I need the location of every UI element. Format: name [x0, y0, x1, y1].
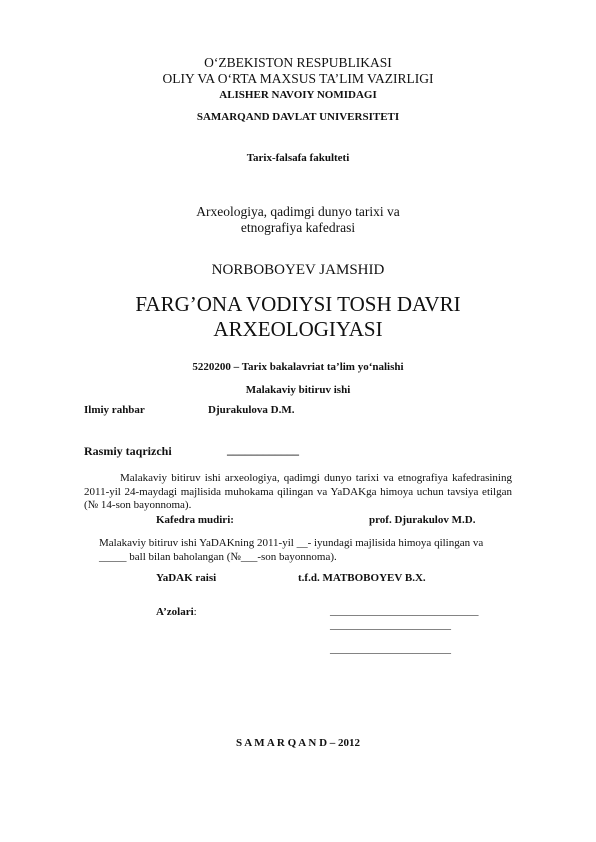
department-line-1: Arxeologiya, qadimgi dunyo tarixi va — [196, 204, 400, 219]
city-year-footer: S A M A R Q A N D – 2012 — [235, 737, 361, 749]
defense-paragraph-line-2: _____ ball bilan baholangan (№___-son bayonnoma). — [99, 551, 337, 563]
member-signature-line-3: ______________________ — [330, 643, 451, 655]
commission-chair-name: t.f.d. MATBOBOYEV B.X. — [298, 572, 426, 584]
reviewer-line: ____________ — [227, 443, 299, 457]
work-type: Malakaviy bitiruv ishi — [245, 384, 351, 396]
named-after-heading: ALISHER NAVOIY NOMIDAGI — [219, 89, 377, 101]
defense-paragraph-line-1: Malakaviy bitiruv ishi YaDAKning 2011-yil __- iyundagi majlisida himoya qilingan va — [99, 537, 484, 549]
supervisor-name: Djurakulova D.M. — [208, 404, 295, 416]
committee-recommendation-paragraph: Malakaviy bitiruv ishi arxeologiya, qadimgi dunyo tarixi va etnografiya kafedrasining 2011-yil 24-maydagi majlisida muhokama qilingan va YaDAKga himoya uchun tavsiya etilgan (№ 14-son bayonnoma). — [84, 472, 512, 511]
members-label: A’zolari — [156, 606, 194, 618]
head-of-department-label: Kafedra mudiri: — [156, 514, 234, 526]
reviewer-label: Rasmiy taqrizchi — [84, 444, 172, 458]
faculty-name: Tarix-falsafa fakulteti — [246, 152, 350, 164]
commission-chair-label: YaDAK raisi — [156, 572, 217, 584]
members-label-wrap — [156, 606, 197, 618]
thesis-title-line-2: ARXEOLOGIYASI — [213, 317, 383, 341]
republic-heading: O‘ZBEKISTON RESPUBLIKASI — [204, 55, 392, 70]
thesis-title-line-1: FARG’ONA VODIYSI TOSH DAVRI — [135, 292, 461, 316]
member-signature-line-1: ___________________________ — [330, 605, 479, 617]
head-of-department-name: prof. Djurakulov M.D. — [369, 514, 476, 526]
supervisor-label: Ilmiy rahbar — [84, 404, 145, 416]
department-line-2: etnografiya kafedrasi — [240, 220, 356, 235]
ministry-heading: OLIY VA O‘RTA MAXSUS TA’LIM VAZIRLIGI — [162, 71, 434, 86]
program-line: 5220200 – Tarix bakalavriat ta’lim yo‘nalishi — [192, 361, 404, 373]
author-name: NORBOBOYEV JAMSHID — [211, 262, 385, 278]
members-colon: : — [193, 606, 197, 618]
university-heading: SAMARQAND DAVLAT UNIVERSITETI — [196, 111, 400, 123]
member-signature-line-2: ______________________ — [330, 619, 451, 631]
